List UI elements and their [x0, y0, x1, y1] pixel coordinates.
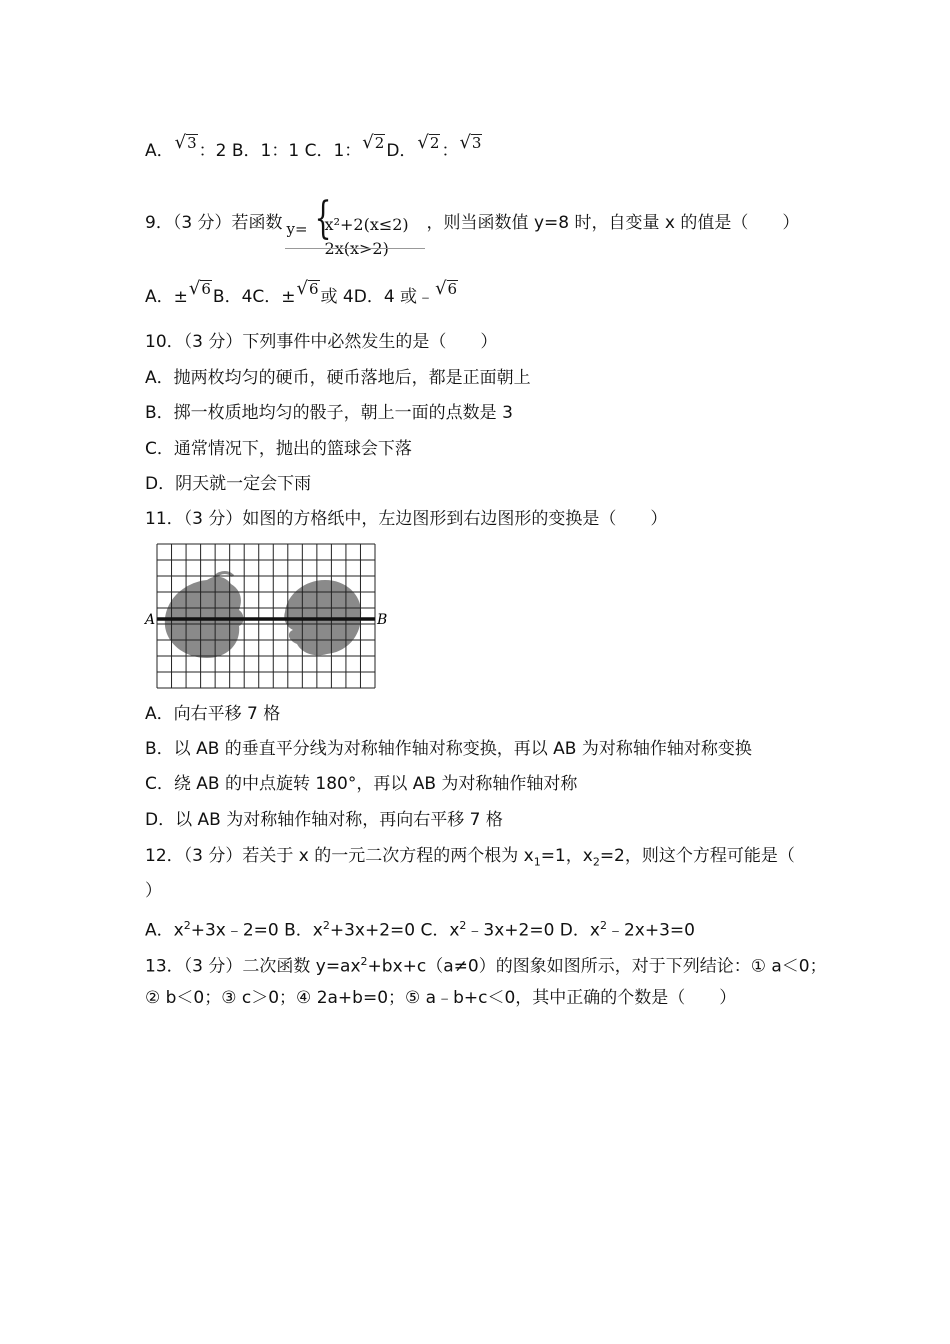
- sqrt-6-a: √ 6: [188, 278, 211, 299]
- q11-option-d: D．以 AB 为对称轴作轴对称，再向右平移 7 格: [145, 810, 503, 830]
- q11-stem: 11．（3 分）如图的方格纸中，左边图形到右边图形的变换是（ ）: [145, 509, 668, 529]
- q8-option-a-label: A．: [145, 141, 174, 161]
- q11-option-c: C．绕 AB 的中点旋转 180°，再以 AB 为对称轴作轴对称: [145, 774, 578, 794]
- q10-option-c: C．通常情况下，抛出的篮球会下落: [145, 439, 412, 459]
- sqrt-2-c: √ 2: [362, 132, 385, 153]
- sqrt-3-d: √ 3: [459, 132, 482, 153]
- q12-options: A．$x^2+3x﹣2=0$ B．$x^2+3x+2=0$ C．$x^2﹣3x+2=0$ D．$x^2﹣2x+3=0$: [145, 919, 695, 941]
- q11-option-b: B．以 AB 的垂直平分线为对称轴作轴对称变换，再以 AB 为对称轴作轴对称变换: [145, 739, 752, 759]
- q12-stem-cont: ）: [145, 881, 162, 901]
- q11-option-a: A．向右平移 7 格: [145, 704, 281, 724]
- q8-options: A． √ 3 ：2 B．1：1 C．1： √ 2 D． √ 2 ： √ 3: [145, 132, 482, 161]
- label-b: B: [377, 612, 388, 628]
- q8-option-d-label: D．: [386, 141, 417, 161]
- q12-stem: 12．（3 分）若关于 x 的一元二次方程的两个根为 $x_1=1$，$x_2=2$，则这个方程可能是（: [145, 846, 795, 869]
- label-a: A: [145, 612, 156, 628]
- q9-options: A．± √ 6 B．4C．± √ 6 或 4D．4 或﹣ √ 6: [145, 278, 458, 307]
- q13-stem: 13．（3 分）二次函数 $y=ax^2+bx+c(a\ne 0)$的图象如图所示，对于下列结论：① a＜0；: [145, 955, 827, 977]
- q10-option-d: D．阴天就一定会下雨: [145, 474, 312, 494]
- sqrt-6-d: √ 6: [435, 278, 458, 299]
- q8-options-text: ：2 B．1：1 C．1：: [198, 141, 362, 161]
- q10-option-a: A．抛两枚均匀的硬币，硬币落地后，都是正面朝上: [145, 368, 531, 388]
- sqrt-3-a: √ 3: [174, 132, 197, 153]
- piecewise-function: y= { x²+2(x≤2) 2x(x>2): [285, 197, 425, 249]
- q10-option-b: B．掷一枚质地均匀的骰子，朝上一面的点数是 3: [145, 403, 513, 423]
- q13-stem-cont: ② b＜0；③ c＞0；④ 2a+b=0；⑤ a﹣b+c＜0，其中正确的个数是（ ）: [145, 988, 737, 1008]
- grid-figure: [143, 540, 389, 690]
- q9-stem: 9．（3 分）若函数 y= { x²+2(x≤2) 2x(x>2) ，则当函数值 y=8 时，自变量 x 的值是（ ）: [145, 193, 800, 258]
- q10-stem: 10．（3 分）下列事件中必然发生的是（ ）: [145, 332, 498, 352]
- sqrt-6-c: √ 6: [296, 278, 319, 299]
- sqrt-2-d: √ 2: [417, 132, 440, 153]
